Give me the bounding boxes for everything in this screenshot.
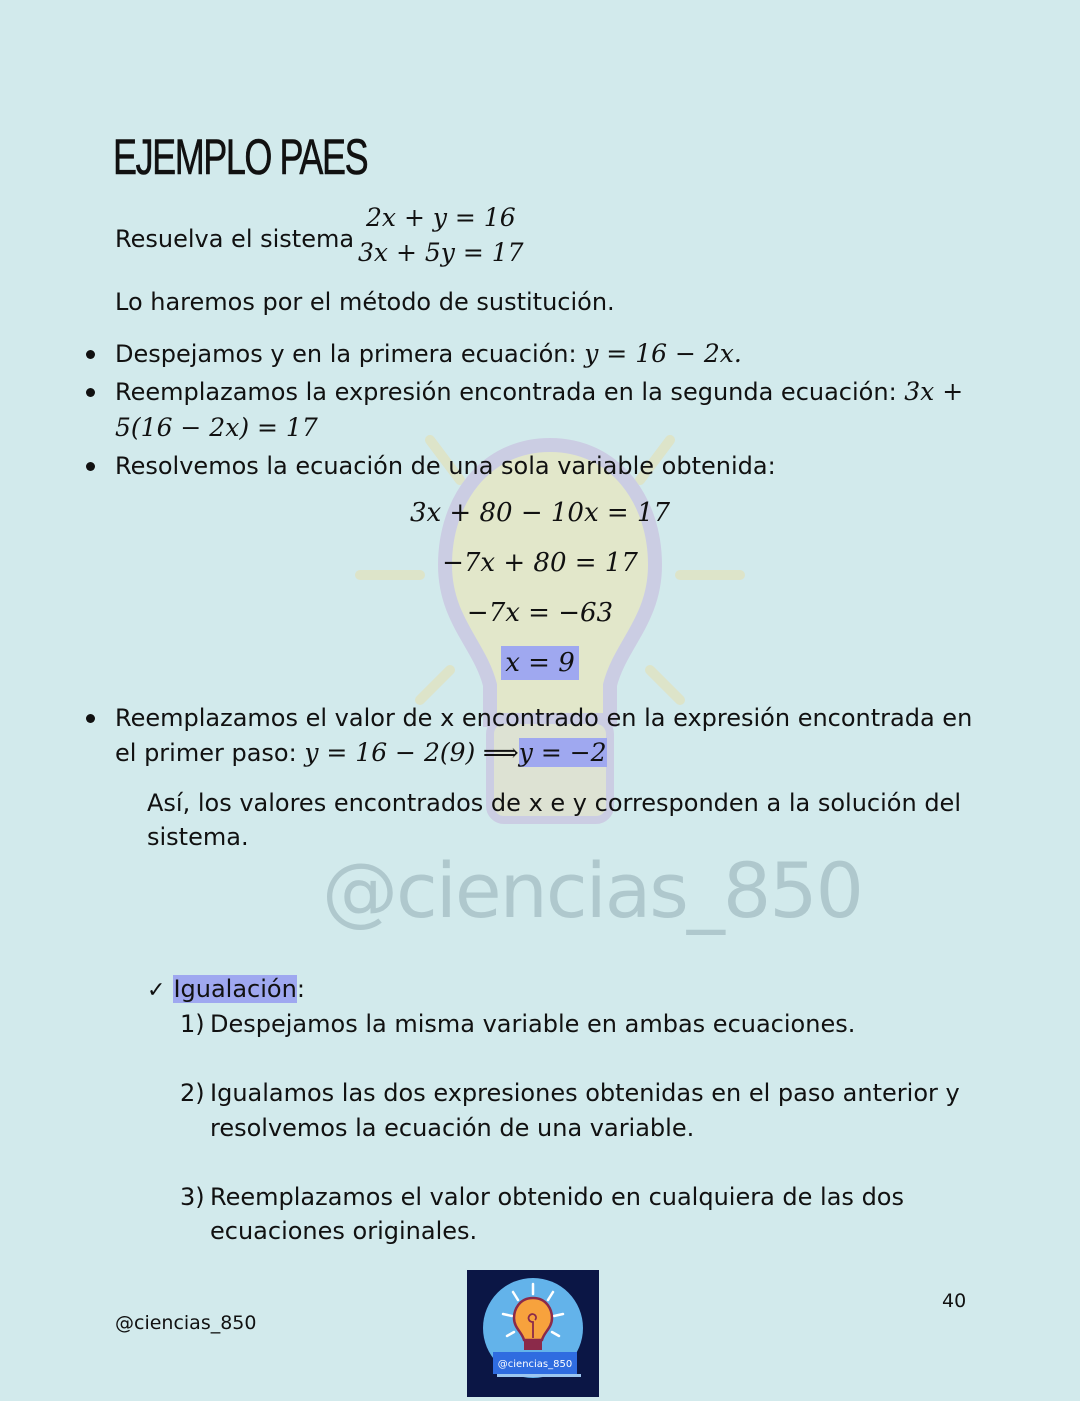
footer-handle: @ciencias_850 [115,1312,257,1334]
check-icon: ✓ [147,978,166,1003]
page-number: 40 [942,1290,967,1312]
lightbulb-watermark-icon [340,420,760,840]
step-4-line-1: Reemplazamos el valor de x encontrado en la expresión encontrada en [115,704,973,732]
equation-line-4 [0,648,1080,678]
step-1-text: Despejamos y en la primera ecuación: [115,340,585,368]
igualacion-item-1-text: Despejamos la misma variable en ambas ecuaciones. [210,1010,856,1038]
x-result-highlight: x = 9 [501,646,579,680]
method-line: Lo haremos por el método de sustitución. [115,288,615,316]
step-2 [115,375,963,409]
logo [467,1270,599,1397]
igualacion-item-3-text-1: Reemplazamos el valor obtenido en cualquiera de las dos [210,1183,904,1211]
igualacion-item-3-text-2: ecuaciones originales. [210,1217,478,1245]
bullet [86,462,95,471]
igualacion-item-2-text-2: resolvemos la ecuación de una variable. [210,1114,695,1142]
equation-line-1: 3x + 80 − 10x = 17 [409,498,671,528]
system-eq-1: 2x + y = 16 [366,203,516,232]
bullet [86,714,95,723]
conclusion-line-2: sistema. [147,823,249,851]
step-2-math-cont: 5(16 − 2x) = 17 [115,413,318,442]
igualacion-item-2-text-1: Igualamos las dos expresiones obtenidas en el paso anterior y [210,1079,960,1107]
bullet [86,350,95,359]
step-4-line-2: el primer paso: y = 16 − 2(9) ⟹y = −2 [115,738,607,767]
equation-line-3: −7x = −63 [466,598,614,628]
step-3-text: Resolvemos la ecuación de una sola variable obtenida: [115,452,776,480]
igualacion-heading: ✓ Igualación: [147,975,305,1003]
igualacion-item-1: 1) [180,1010,205,1038]
igualacion-item-3: 3) [180,1183,205,1211]
step-1-math: y = 16 − 2x. [584,339,742,368]
step-2-math: 3x + [904,377,964,406]
y-result-highlight: y = −2 [518,738,607,767]
logo-label: @ciencias_850 [497,1359,573,1370]
step-2-text: Reemplazamos la expresión encontrada en la segunda ecuación: [115,378,905,406]
watermark-text: @ciencias_850 [322,846,862,935]
page-title: EJEMPLO PAES [113,129,368,185]
system-eq-2: 3x + 5y = 17 [358,238,524,267]
implies-arrow-icon: ⟹ [482,738,519,767]
conclusion-line-1: Así, los valores encontrados de x e y corresponden a la solución del [147,789,961,817]
bullet [86,388,95,397]
intro-label: Resuelva el sistema [115,225,355,253]
igualacion-item-2: 2) [180,1079,205,1107]
lightbulb-logo-icon [467,1270,599,1397]
step-1 [115,337,742,371]
equation-line-2: −7x + 80 = 17 [442,548,638,578]
